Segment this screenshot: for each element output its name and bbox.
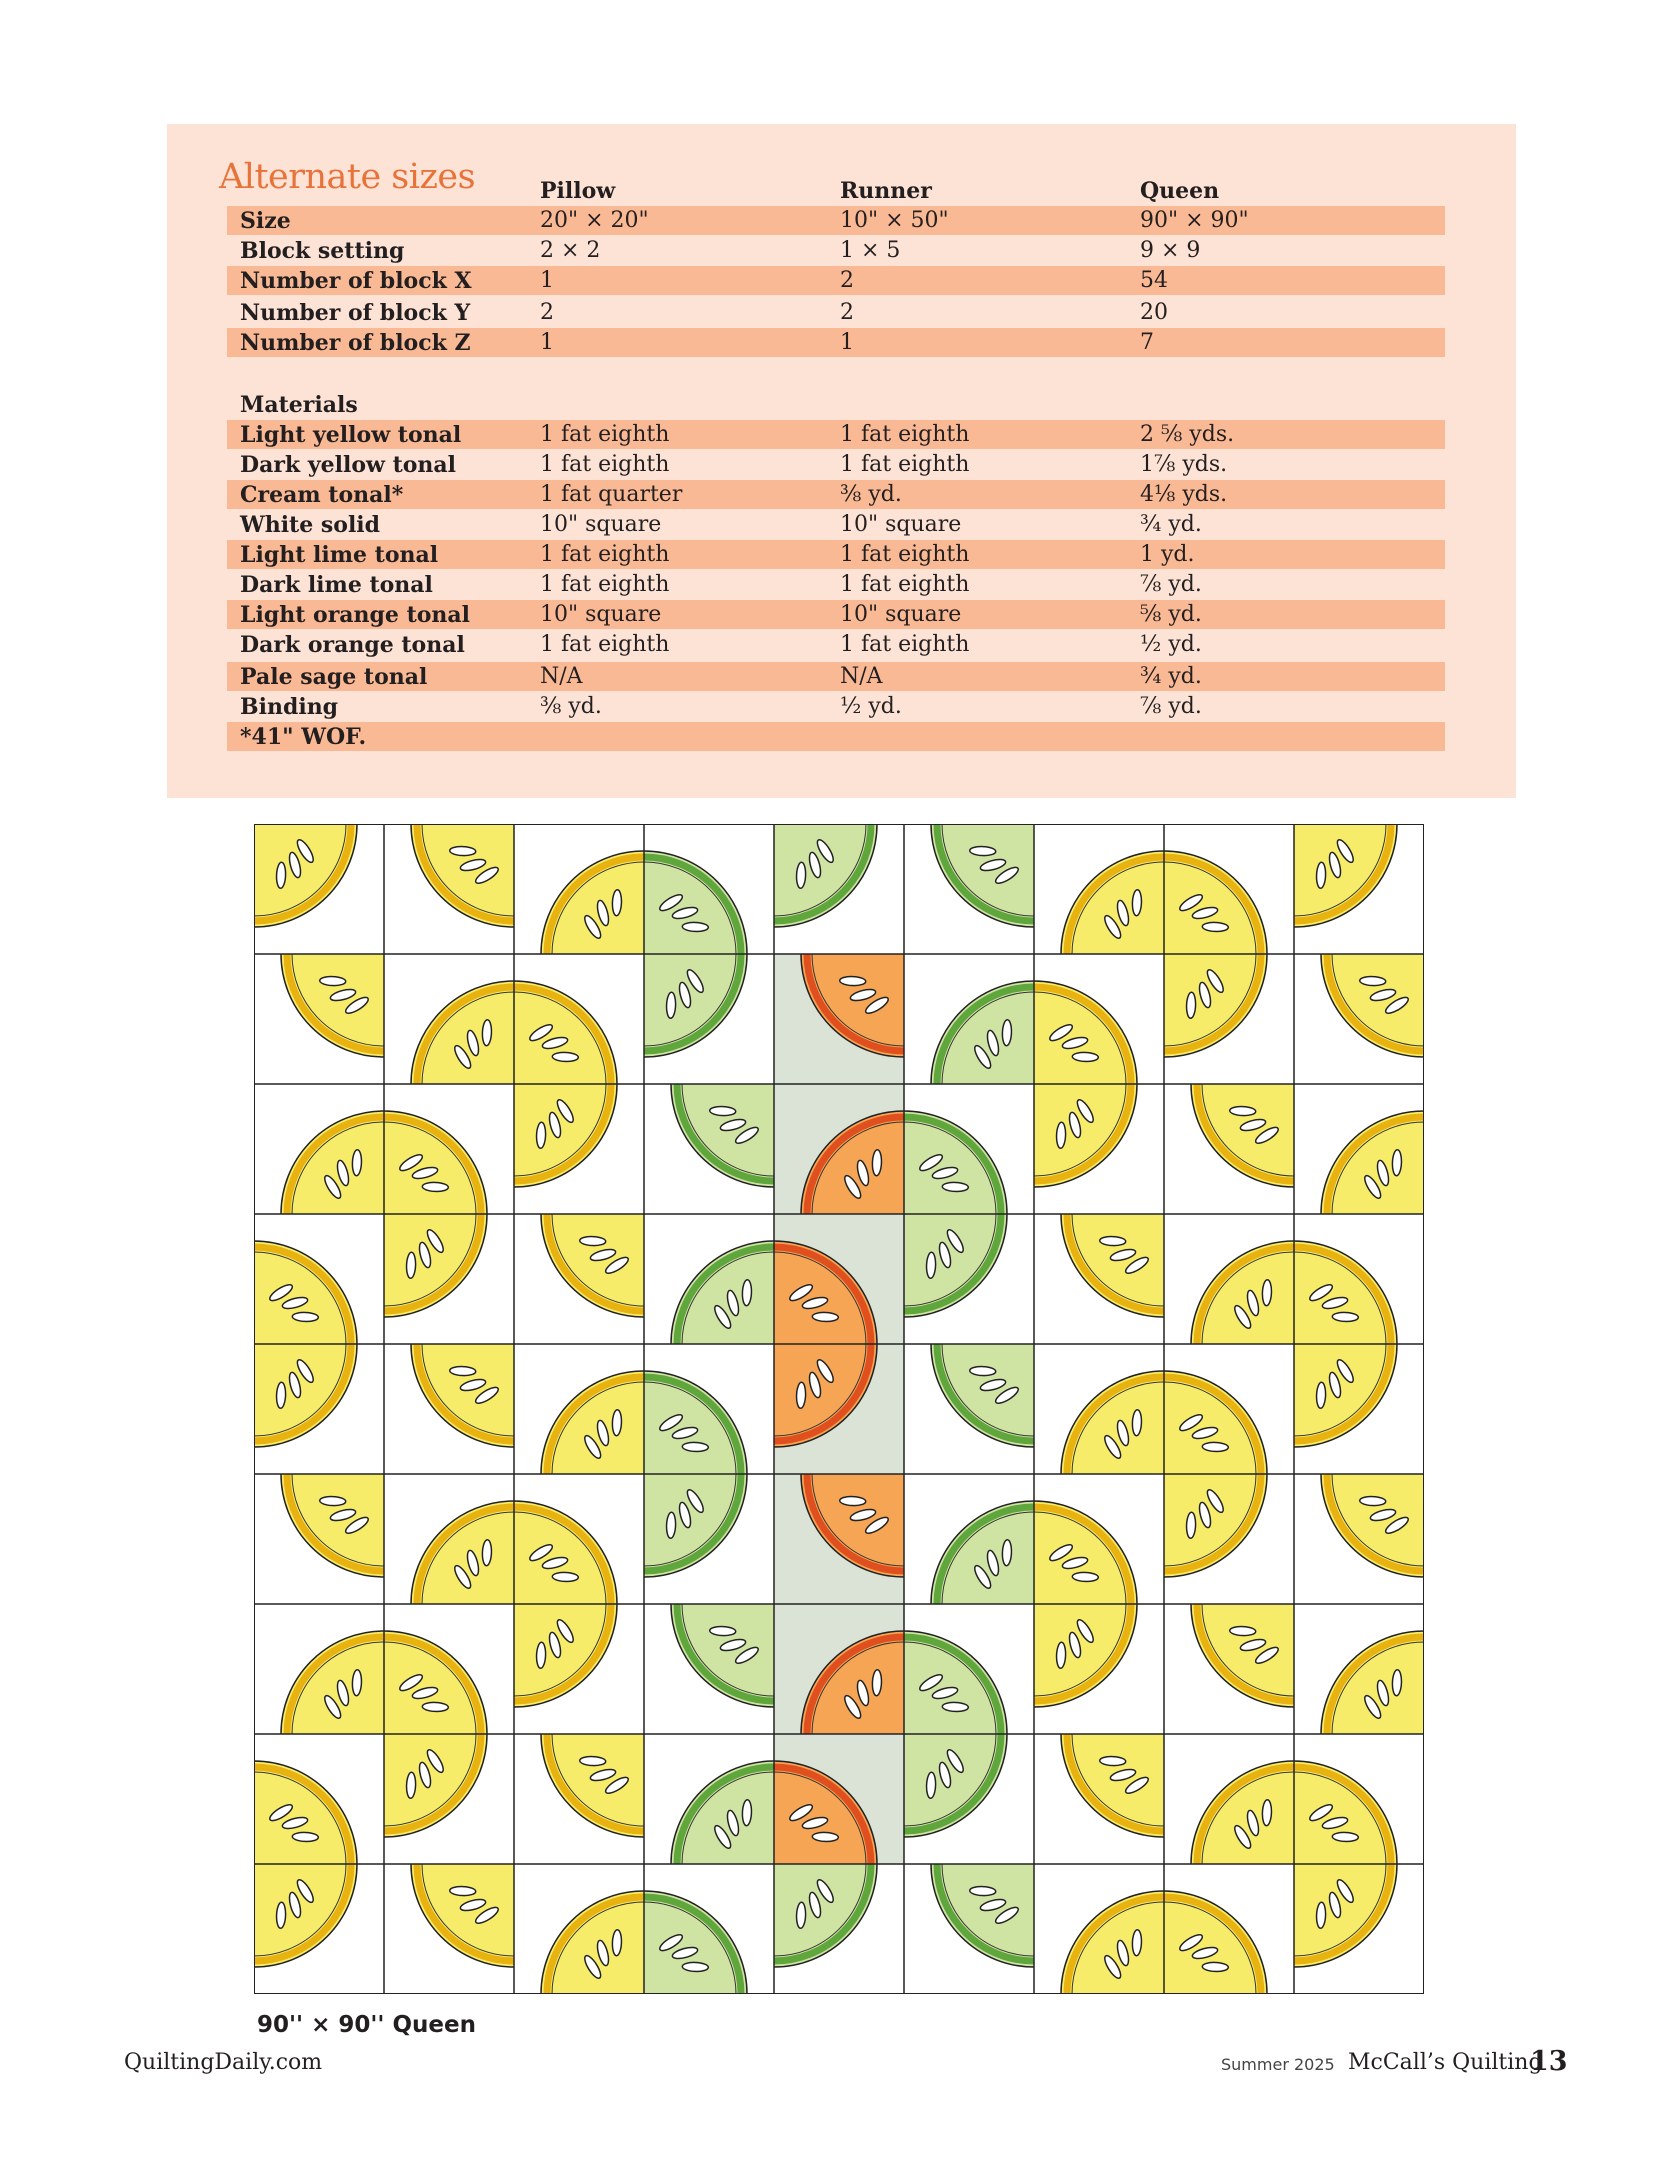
alternate-sizes-title: Alternate sizes bbox=[219, 157, 476, 197]
seed-icon bbox=[970, 1886, 996, 1896]
pillow-value: 1 bbox=[540, 268, 554, 293]
row-label: Binding bbox=[240, 694, 339, 720]
pillow-value: 1 fat eighth bbox=[540, 632, 670, 657]
materials-heading: Materials bbox=[240, 392, 358, 418]
seed-icon bbox=[666, 992, 676, 1018]
row-label: Number of block Z bbox=[240, 330, 471, 356]
pillow-value: ⅜ yd. bbox=[540, 694, 602, 719]
runner-value: 2 bbox=[840, 268, 854, 293]
row-label: Dark lime tonal bbox=[240, 572, 433, 598]
seed-icon bbox=[276, 862, 286, 888]
row-label: Pale sage tonal bbox=[240, 664, 428, 690]
table-row bbox=[227, 298, 1445, 327]
seed-icon bbox=[1056, 1642, 1066, 1668]
seed-icon bbox=[872, 1670, 882, 1696]
seed-icon bbox=[1316, 1902, 1326, 1928]
seed-icon bbox=[1202, 1442, 1228, 1452]
seed-icon bbox=[926, 1772, 936, 1798]
seed-icon bbox=[276, 1902, 286, 1928]
queen-value: 20 bbox=[1140, 300, 1168, 325]
seed-icon bbox=[970, 1366, 996, 1376]
seed-icon bbox=[1202, 1962, 1228, 1972]
queen-quilt-diagram bbox=[254, 824, 1424, 1994]
table-row bbox=[227, 540, 1445, 569]
seed-icon bbox=[536, 1122, 546, 1148]
seed-icon bbox=[742, 1280, 752, 1306]
seed-icon bbox=[580, 1236, 606, 1246]
row-label: Dark orange tonal bbox=[240, 632, 465, 658]
runner-value: 1 × 5 bbox=[840, 238, 901, 263]
seed-icon bbox=[1316, 862, 1326, 888]
table-row bbox=[227, 692, 1445, 721]
table-row bbox=[227, 206, 1445, 235]
seed-icon bbox=[422, 1182, 448, 1192]
seed-icon bbox=[666, 1512, 676, 1538]
queen-value: 1 yd. bbox=[1140, 542, 1195, 567]
melon-slice-icon bbox=[254, 824, 357, 927]
seed-icon bbox=[872, 1150, 882, 1176]
seed-icon bbox=[1186, 992, 1196, 1018]
runner-value: 10" square bbox=[840, 512, 962, 537]
seed-icon bbox=[580, 1756, 606, 1766]
seed-icon bbox=[1332, 1832, 1358, 1842]
seed-icon bbox=[1002, 1020, 1012, 1046]
queen-value: ¾ yd. bbox=[1140, 512, 1202, 537]
quilt-block bbox=[254, 824, 357, 927]
pillow-value: 2 bbox=[540, 300, 554, 325]
seed-icon bbox=[450, 846, 476, 856]
seed-icon bbox=[1132, 1410, 1142, 1436]
footnote: *41" WOF. bbox=[240, 724, 367, 750]
seed-icon bbox=[1316, 1382, 1326, 1408]
table-row bbox=[227, 450, 1445, 479]
seed-icon bbox=[352, 1670, 362, 1696]
seed-icon bbox=[1262, 1800, 1272, 1826]
pillow-value: N/A bbox=[540, 664, 583, 689]
seed-icon bbox=[840, 976, 866, 986]
row-label: Light orange tonal bbox=[240, 602, 471, 628]
row-label: Dark yellow tonal bbox=[240, 452, 457, 478]
runner-value: 1 fat eighth bbox=[840, 632, 970, 657]
seed-icon bbox=[612, 890, 622, 916]
seed-icon bbox=[1202, 922, 1228, 932]
runner-value: N/A bbox=[840, 664, 883, 689]
column-header-runner: Runner bbox=[840, 178, 932, 204]
seed-icon bbox=[1262, 1280, 1272, 1306]
alternate-sizes-panel bbox=[167, 124, 1516, 798]
quilt-blocks bbox=[254, 824, 1424, 1994]
runner-value: ⅜ yd. bbox=[840, 482, 902, 507]
column-header-pillow: Pillow bbox=[540, 178, 616, 204]
table-row bbox=[227, 630, 1445, 659]
quilt-caption: 90'' × 90'' Queen bbox=[257, 2012, 476, 2038]
row-label: Cream tonal* bbox=[240, 482, 404, 508]
seed-icon bbox=[812, 1312, 838, 1322]
seed-icon bbox=[612, 1930, 622, 1956]
table-row bbox=[227, 420, 1445, 449]
seed-icon bbox=[1230, 1106, 1256, 1116]
row-label: Number of block Y bbox=[240, 300, 471, 326]
seed-icon bbox=[1056, 1122, 1066, 1148]
queen-value: 90" × 90" bbox=[1140, 208, 1249, 233]
queen-value: ⅞ yd. bbox=[1140, 572, 1202, 597]
queen-value: ⅞ yd. bbox=[1140, 694, 1202, 719]
seed-icon bbox=[1132, 890, 1142, 916]
seed-icon bbox=[1230, 1626, 1256, 1636]
seed-icon bbox=[450, 1366, 476, 1376]
pillow-value: 2 × 2 bbox=[540, 238, 601, 263]
runner-value: 1 fat eighth bbox=[840, 422, 970, 447]
queen-value: 9 × 9 bbox=[1140, 238, 1201, 263]
table-row bbox=[227, 570, 1445, 599]
seed-icon bbox=[942, 1702, 968, 1712]
table-row bbox=[227, 266, 1445, 295]
queen-value: 54 bbox=[1140, 268, 1168, 293]
seed-icon bbox=[406, 1772, 416, 1798]
seed-icon bbox=[1392, 1670, 1402, 1696]
seed-icon bbox=[1186, 1512, 1196, 1538]
pillow-value: 1 fat eighth bbox=[540, 422, 670, 447]
page-number: 13 bbox=[1530, 2046, 1568, 2077]
runner-value: 1 bbox=[840, 330, 854, 355]
seed-icon bbox=[796, 862, 806, 888]
seed-icon bbox=[1360, 1496, 1386, 1506]
seed-icon bbox=[796, 1382, 806, 1408]
seed-icon bbox=[422, 1702, 448, 1712]
seed-icon bbox=[1100, 1236, 1126, 1246]
seed-icon bbox=[552, 1572, 578, 1582]
seed-icon bbox=[1100, 1756, 1126, 1766]
runner-value: 2 bbox=[840, 300, 854, 325]
row-label: Light lime tonal bbox=[240, 542, 439, 568]
issue-date: Summer 2025 bbox=[1221, 2055, 1335, 2074]
table-row bbox=[227, 510, 1445, 539]
seed-icon bbox=[1072, 1572, 1098, 1582]
seed-icon bbox=[292, 1832, 318, 1842]
seed-icon bbox=[710, 1626, 736, 1636]
pillow-value: 1 fat eighth bbox=[540, 572, 670, 597]
row-label: Size bbox=[240, 208, 291, 234]
website: QuiltingDaily.com bbox=[124, 2050, 323, 2075]
seed-icon bbox=[1132, 1930, 1142, 1956]
table-row bbox=[227, 480, 1445, 509]
seed-icon bbox=[742, 1800, 752, 1826]
seed-icon bbox=[926, 1252, 936, 1278]
seed-icon bbox=[710, 1106, 736, 1116]
pillow-value: 20" × 20" bbox=[540, 208, 649, 233]
seed-icon bbox=[450, 1886, 476, 1896]
runner-value: 10" × 50" bbox=[840, 208, 949, 233]
seed-icon bbox=[1002, 1540, 1012, 1566]
column-header-queen: Queen bbox=[1140, 178, 1220, 204]
seed-icon bbox=[970, 846, 996, 856]
table-row bbox=[227, 662, 1445, 691]
table-row bbox=[227, 600, 1445, 629]
queen-value: 7 bbox=[1140, 330, 1154, 355]
row-label: Block setting bbox=[240, 238, 405, 264]
seed-icon bbox=[1360, 976, 1386, 986]
row-label: Number of block X bbox=[240, 268, 472, 294]
magazine-name: McCall’s Quilting bbox=[1348, 2050, 1543, 2075]
pillow-value: 1 fat eighth bbox=[540, 542, 670, 567]
runner-value: 1 fat eighth bbox=[840, 542, 970, 567]
seed-icon bbox=[1072, 1052, 1098, 1062]
pillow-value: 1 fat eighth bbox=[540, 452, 670, 477]
footnote-row bbox=[227, 722, 1445, 751]
seed-icon bbox=[320, 1496, 346, 1506]
table-row bbox=[227, 328, 1445, 357]
queen-value: 2 ⅝ yds. bbox=[1140, 422, 1235, 447]
runner-value: 1 fat eighth bbox=[840, 452, 970, 477]
pillow-value: 1 bbox=[540, 330, 554, 355]
queen-value: 4⅛ yds. bbox=[1140, 482, 1228, 507]
seed-icon bbox=[682, 922, 708, 932]
seed-icon bbox=[1392, 1150, 1402, 1176]
queen-value: 1⅞ yds. bbox=[1140, 452, 1228, 477]
seed-icon bbox=[1332, 1312, 1358, 1322]
seed-icon bbox=[942, 1182, 968, 1192]
seed-icon bbox=[482, 1020, 492, 1046]
seed-icon bbox=[840, 1496, 866, 1506]
seed-icon bbox=[552, 1052, 578, 1062]
runner-value: ½ yd. bbox=[840, 694, 902, 719]
seed-icon bbox=[320, 976, 346, 986]
pillow-value: 10" square bbox=[540, 602, 662, 627]
row-label: White solid bbox=[240, 512, 381, 538]
seed-icon bbox=[536, 1642, 546, 1668]
seed-icon bbox=[812, 1832, 838, 1842]
pillow-value: 10" square bbox=[540, 512, 662, 537]
seed-icon bbox=[682, 1962, 708, 1972]
queen-value: ½ yd. bbox=[1140, 632, 1202, 657]
seed-icon bbox=[482, 1540, 492, 1566]
queen-value: ⅝ yd. bbox=[1140, 602, 1202, 627]
seed-icon bbox=[352, 1150, 362, 1176]
pillow-value: 1 fat quarter bbox=[540, 482, 683, 507]
seed-icon bbox=[292, 1312, 318, 1322]
seed-icon bbox=[276, 1382, 286, 1408]
materials-heading-row bbox=[227, 390, 1445, 419]
seed-icon bbox=[406, 1252, 416, 1278]
seed-icon bbox=[682, 1442, 708, 1452]
table-row bbox=[227, 236, 1445, 265]
seed-icon bbox=[612, 1410, 622, 1436]
row-label: Light yellow tonal bbox=[240, 422, 462, 448]
runner-value: 1 fat eighth bbox=[840, 572, 970, 597]
runner-value: 10" square bbox=[840, 602, 962, 627]
queen-value: ¾ yd. bbox=[1140, 664, 1202, 689]
seed-icon bbox=[796, 1902, 806, 1928]
